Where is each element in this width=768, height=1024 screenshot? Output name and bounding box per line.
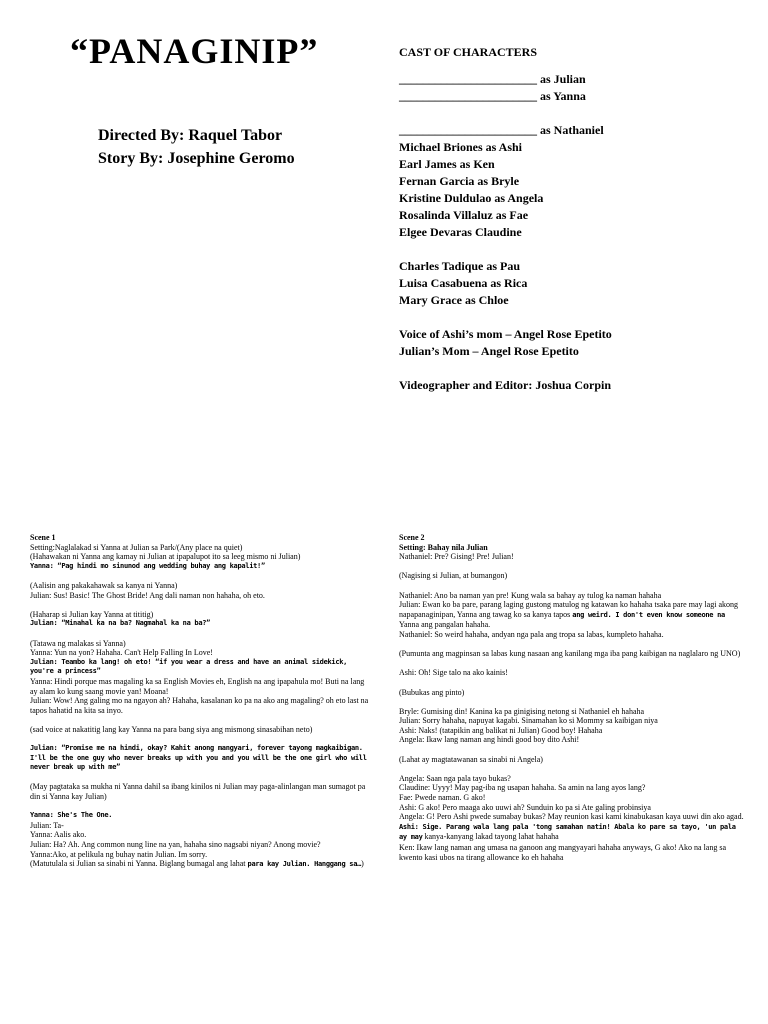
cast-blank-julian: _______________________ as Julian (399, 72, 586, 86)
cast-heading: CAST OF CHARACTERS (399, 45, 538, 59)
play-title: “PANAGINIP” (70, 31, 319, 71)
script-text: kanya-kanyang lakad tayong lahat hahaha (422, 832, 559, 842)
scene-heading: Scene 1 (30, 533, 56, 542)
scene-1 (30, 533, 370, 870)
cast-list (399, 44, 612, 394)
script-line: Angela: Ikaw lang naman ang hindi good boy dito Ashi! (399, 735, 580, 745)
script-line: Ashi: G ako! Pero maaga ako uuwi ah? Sunduin ko pa si Ate galing probinsiya (399, 802, 651, 812)
story-by: Story By: Josephine Geromo (98, 150, 295, 167)
script-line: (Bubukas ang pinto) (399, 687, 465, 697)
script-text: 'tong samahan natin! Abala ko pare sa tayo, (532, 822, 705, 831)
script-line: (Hahawakan ni Yanna ang kamay ni Julian at ipapalupot ito sa leeg mismo ni Julian) (30, 552, 301, 562)
script-line: Julian: Wow! Ang galing mo na ngayon ah? Hahaha, kasalanan ko pa na ako ang magaling? oh eto last na tapos hahatid na kita sa inyo. (30, 696, 369, 715)
script-text: Yanna ang pangalan hahaha. (399, 620, 491, 630)
script-line: Yanna: Aalis ako. (30, 830, 87, 840)
script-line (399, 600, 744, 630)
script-line (30, 859, 370, 870)
script-text: 'un pala ay may (399, 822, 736, 842)
script-line: Julian: Sus! Basic! The Ghost Bride! Ang dali naman non hahaha, oh eto. (30, 590, 265, 600)
script-line: Nathaniel: So weird hahaha, andyan nga pala ang tropa sa labas, kumpleto hahaha. (399, 629, 664, 639)
cast-entry: Michael Briones as Ashi (399, 140, 523, 154)
script-line: Claudine: Uyyy! May pag-iba ng usapan hahaha. Sa amin na lang ayos lang? (399, 783, 646, 793)
script-line: Ashi: Naks! (tatapikin ang balikat ni Julian) Good boy! Hahaha (399, 725, 603, 735)
script-line: Nathaniel: Ano ba naman yan pre! Kung wala sa bahay ay tulog ka naman hahaha (399, 590, 662, 600)
cast-entry: Charles Tadique as Pau (399, 259, 521, 273)
script-line: Julian: “Minahal ka na ba? Nagmahal ka na ba?” (30, 619, 211, 628)
script-text: ) (361, 859, 364, 869)
scene-2 (399, 533, 744, 862)
directed-by: Directed By: Raquel Tabor (98, 127, 283, 144)
script-line: Angela: G! Pero Ashi pwede sumabay bukas? May reunion kasi kami kinabukasan kaya uuwi din ako agad. (399, 812, 744, 822)
cast-entry: Fernan Garcia as Bryle (399, 174, 520, 188)
voice-julian-mom: Julian’s Mom – Angel Rose Epetito (399, 344, 579, 358)
cast-entry: Luisa Casabuena as Rica (399, 276, 528, 290)
script-line: (sad voice at nakatitig lang kay Yanna na para bang siya ang mismong sinasabihan neto) (30, 724, 313, 734)
scene-setting: Setting:Naglalakad si Yanna at Julian sa Park/(Any place na quiet) (30, 542, 243, 552)
script-line: (May pagtataka sa mukha ni Yanna dahil sa ibang kinilos ni Julian may paga-alinlangan man sumagot pa din si Yanna kay Julian) (30, 782, 366, 802)
script-line: Angela: Saan nga pala tayo bukas? (399, 773, 511, 783)
cast-entry: Mary Grace as Chloe (399, 293, 509, 307)
cast-entry: Kristine Duldulao as Angela (399, 191, 544, 205)
videographer-credit: Videographer and Editor: Joshua Corpin (399, 378, 612, 392)
cast-entry: Rosalinda Villaluz as Fae (399, 208, 529, 222)
cast-blank-yanna: _______________________ as Yanna (399, 89, 586, 103)
script-line: (Aalisin ang pakakahawak sa kanya ni Yanna) (30, 580, 178, 590)
scene-setting: Setting: Bahay nila Julian (399, 542, 488, 552)
script-line (399, 822, 744, 843)
script-text: para kay Julian. Hanggang sa… (247, 860, 362, 869)
credits (98, 124, 295, 170)
script-text: Julian: Ewan ko ba pare, parang laging gustong matulog ng katawan ko hahaha tsaka pare may lagi akong napapanaginipan, Yanna ang tawag ko sa kanya tapos (399, 600, 739, 619)
script-line: (Nagising si Julian, at bumangon) (399, 571, 508, 581)
script-line: Yanna: Yun na yon? Hahaha. Can't Help Falling In Love! (30, 648, 213, 658)
script-line: Julian: Sorry hahaha, napuyat kagabi. Sinamahan ko si Mommy sa kaibigan niya (399, 716, 658, 726)
script-text: (Matutulala si Julian sa sinabi ni Yanna. Biglang bumagal ang lahat (30, 859, 248, 869)
script-line: Ashi: Oh! Sige talo na ako kainis! (399, 668, 508, 678)
script-line: (Lahat ay magtatawanan sa sinabi ni Angela) (399, 754, 543, 764)
script-line: Yanna: “Pag hindi mo sinunod ang wedding buhay ang kapalit!” (30, 561, 265, 570)
cast-blank-nathaniel: _______________________ as Nathaniel (399, 123, 604, 137)
script-line: Bryle: Gumising din! Kanina ka pa ginigising netong si Nathaniel eh hahaha (399, 706, 645, 716)
cast-entry: Earl James as Ken (399, 157, 495, 171)
script-line: Julian: Ha? Ah. Ang common nung line na yan, hahaha sino nagsabi niyan? Anong movie? (30, 840, 321, 849)
script-line: (Tatawa ng malakas si Yanna) (30, 638, 126, 648)
script-text: ang weird. I don't even know someone na (572, 610, 725, 619)
script-text: Ashi: Sige. Parang wala lang pala (399, 822, 533, 831)
voice-ashi-mom: Voice of Ashi’s mom – Angel Rose Epetito (399, 327, 612, 341)
script-line: Ken: Ikaw lang naman ang umasa na ganoon ang mangyayari hahaha anyways, G ako! Ako na lang sa kwento kasi ubos na tirang allowance ko eh hahaha (399, 843, 727, 862)
script-line: Yanna: She's The One. (30, 811, 113, 820)
script-line: (Pumunta ang magpinsan sa labas kung nasaan ang kanilang mga iba pang kaibigan na naglalaro ng UNO) (399, 649, 741, 659)
script-line: Yanna:Ako, at pelikula ng buhay natin Julian. Im sorry. (30, 849, 208, 859)
script-line: (Haharap si Julian kay Yanna at tititig) (30, 609, 154, 619)
script-line: Julian: Ta- (30, 820, 64, 830)
script-line: Fae: Pwede naman. G ako! (399, 793, 486, 803)
script-line: Nathaniel: Pre? Gising! Pre! Julian! (399, 552, 514, 562)
script-line: Julian: Teambo ka lang! oh eto! “if you wear a dress and have an animal sidekick, you're a princess” (30, 657, 348, 676)
cast-entry: Elgee Devaras Claudine (399, 225, 522, 239)
script-line: Yanna: Hindi porque mas magaling ka sa English Movies eh, English na ang ipapahula mo! Buti na lang ay alam ko kung saang movie yan! Moana! (30, 676, 365, 696)
script-line: Julian: “Promise me na hindi, okay? Kahit anong mangyari, forever tayong magkaibigan. I'll be the one guy who never breaks up with you and you will be the one girl who will never break up with me” (30, 744, 367, 772)
scene-heading: Scene 2 (399, 533, 425, 542)
